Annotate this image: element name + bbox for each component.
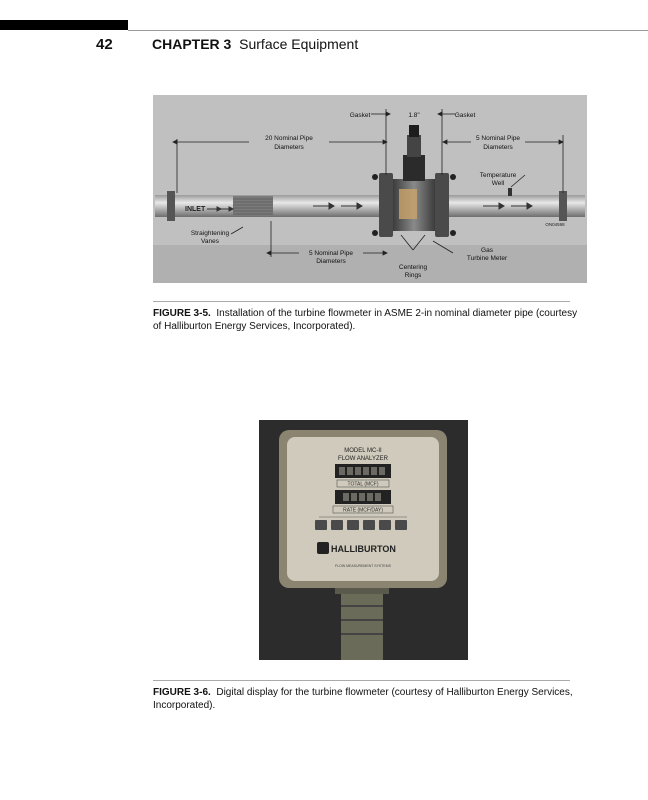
header-bar: [0, 20, 128, 30]
pickup-housing: [403, 155, 425, 181]
label-upstream-1: 20 Nominal Pipe: [265, 135, 313, 142]
label-model-1: MODEL MC-II: [344, 448, 382, 454]
label-meter-1: Gas: [481, 247, 493, 254]
caption-text: Digital display for the turbine flowmeter (courtesy of Halliburton Energy Services, Incorporated).: [153, 687, 573, 711]
label-temp-well-2: Well: [491, 180, 505, 187]
label-gasket-left: Gasket: [349, 112, 371, 119]
label-vane-len-2: Diameters: [316, 258, 346, 265]
label-vanes-1: Straightening: [190, 230, 230, 237]
label-vane-len-1: 5 Nominal Pipe: [308, 250, 354, 257]
flow-analyzer-photo: [259, 420, 468, 660]
label-meter-2: Turbine Meter: [466, 255, 508, 262]
caption-label: FIGURE 3-5.: [153, 308, 211, 319]
label-downstream-1: 5 Nominal Pipe: [475, 135, 521, 142]
label-upstream-2: Diameters: [274, 144, 304, 151]
figure-3-5-image: [153, 95, 587, 283]
label-model-2: FLOW ANALYZER: [338, 456, 388, 462]
caption-rule-3-6: [153, 680, 570, 681]
figure-3-5-caption: [153, 307, 578, 333]
caption-rule-3-5: [153, 301, 570, 302]
header-rule: [128, 30, 648, 31]
label-gasket-right: Gasket: [454, 112, 476, 119]
label-code: ON04598: [545, 222, 565, 227]
label-small-print: FLOW MEASUREMENT SYSTEMS: [335, 564, 391, 568]
turbine-installation-diagram: [153, 95, 587, 283]
label-brand: HALLIBURTON: [331, 544, 396, 554]
label-temp-well-1: Temperature: [479, 172, 517, 179]
left-flange: [379, 173, 393, 237]
label-spacing: 1.8": [408, 112, 420, 119]
label-inlet: INLET: [185, 206, 206, 213]
caption-label: FIGURE 3-6.: [153, 687, 211, 698]
right-flange: [435, 173, 449, 237]
figure-3-6-caption: [153, 686, 578, 712]
label-rings-1: Centering: [398, 264, 428, 271]
caption-text: Installation of the turbine flowmeter in ASME 2-in nominal diameter pipe (courtesy of Halliburton Energy Services, Incorporated).: [153, 308, 578, 332]
label-vanes-2: Vanes: [201, 238, 219, 245]
chapter-heading: [152, 36, 358, 52]
label-rate: RATE (MCF/DAY): [343, 507, 383, 514]
page-number: 42: [96, 36, 113, 53]
label-rings-2: Rings: [404, 272, 422, 279]
chapter-title: Surface Equipment: [239, 36, 359, 52]
chapter-label: CHAPTER 3: [152, 36, 232, 52]
halliburton-logo-icon: [317, 542, 329, 554]
label-downstream-2: Diameters: [483, 144, 513, 151]
label-total: TOTAL (MCF): [347, 481, 379, 488]
figure-3-6-image: [259, 420, 468, 660]
